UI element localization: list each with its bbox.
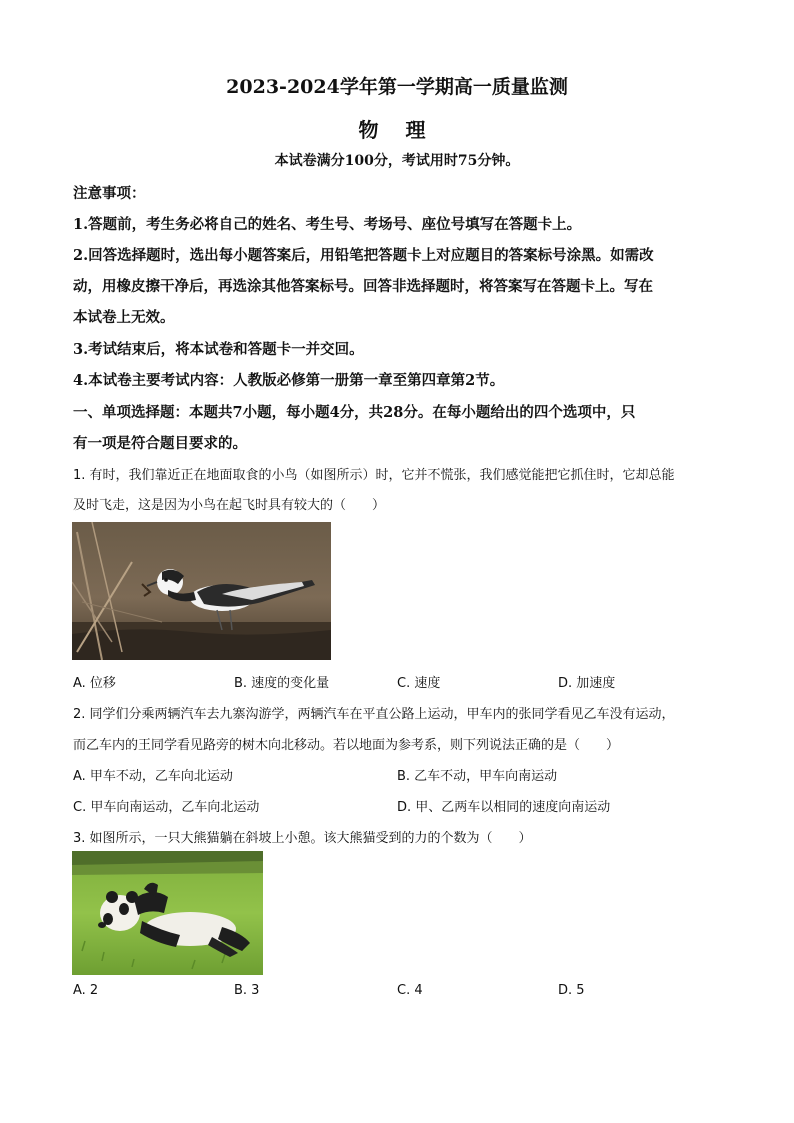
note-item-2-line3: 本试卷上无效。: [73, 309, 175, 326]
q2-text-line1: 2. 同学们分乘两辆汽车去九寨沟游学，两辆汽车在平直公路上运动，甲车内的张同学看见乙车没有运动，: [73, 707, 675, 722]
q2-option-d[interactable]: D. 甲、乙两车以相同的速度向南运动: [397, 800, 611, 815]
notes-heading: 注意事项：: [73, 185, 146, 202]
q3-option-c[interactable]: C. 4: [397, 983, 423, 998]
exam-info: 本试卷满分100分，考试用时75分钟。: [274, 153, 520, 169]
subject-title: 物 理: [358, 118, 436, 142]
section-heading-line2: 有一项是符合题目要求的。: [73, 435, 247, 452]
q2-option-a[interactable]: A. 甲车不动，乙车向北运动: [73, 769, 233, 784]
note-item-4: 4.本试卷主要考试内容：人教版必修第一册第一章至第四章第2节。: [73, 372, 505, 389]
q2-option-c[interactable]: C. 甲车向南运动，乙车向北运动: [73, 800, 260, 815]
section-heading-line1: 一、单项选择题：本题共7小题，每小题4分，共28分。在每小题给出的四个选项中，只: [73, 404, 636, 421]
q3-option-d[interactable]: D. 5: [558, 983, 585, 998]
q1-option-d[interactable]: D. 加速度: [558, 676, 616, 691]
q1-text-line2: 及时飞走，这是因为小鸟在起飞时具有较大的（ ）: [73, 498, 386, 513]
bird-photo: [72, 522, 331, 660]
q3-option-b[interactable]: B. 3: [234, 983, 260, 998]
q2-text-line2: 而乙车内的王同学看见路旁的树木向北移动。若以地面为参考系，则下列说法正确的是（ ）: [73, 738, 620, 753]
exam-title: 2023-2024学年第一学期高一质量监测: [226, 76, 568, 98]
note-item-3: 3.考试结束后，将本试卷和答题卡一并交回。: [73, 341, 364, 358]
q1-option-c[interactable]: C. 速度: [397, 676, 441, 691]
q3-option-a[interactable]: A. 2: [73, 983, 99, 998]
note-item-2-line2: 动，用橡皮擦干净后，再选涂其他答案标号。回答非选择题时，将答案写在答题卡上。写在: [73, 278, 653, 295]
q3-text-line1: 3. 如图所示，一只大熊猫躺在斜坡上小憩。该大熊猫受到的力的个数为（ ）: [73, 831, 532, 846]
q2-option-b[interactable]: B. 乙车不动，甲车向南运动: [397, 769, 558, 784]
note-item-2-line1: 2.回答选择题时，选出每小题答案后，用铅笔把答题卡上对应题目的答案标号涂黑。如需改: [73, 247, 654, 264]
q1-text-line1: 1. 有时，我们靠近正在地面取食的小鸟（如图所示）时，它并不慌张，我们感觉能把它抓住时，它却总能: [73, 468, 675, 483]
panda-photo: [72, 851, 263, 975]
q1-option-a[interactable]: A. 位移: [73, 676, 116, 691]
q1-option-b[interactable]: B. 速度的变化量: [234, 676, 330, 691]
note-item-1: 1.答题前，考生务必将自己的姓名、考生号、考场号、座位号填写在答题卡上。: [73, 216, 582, 233]
